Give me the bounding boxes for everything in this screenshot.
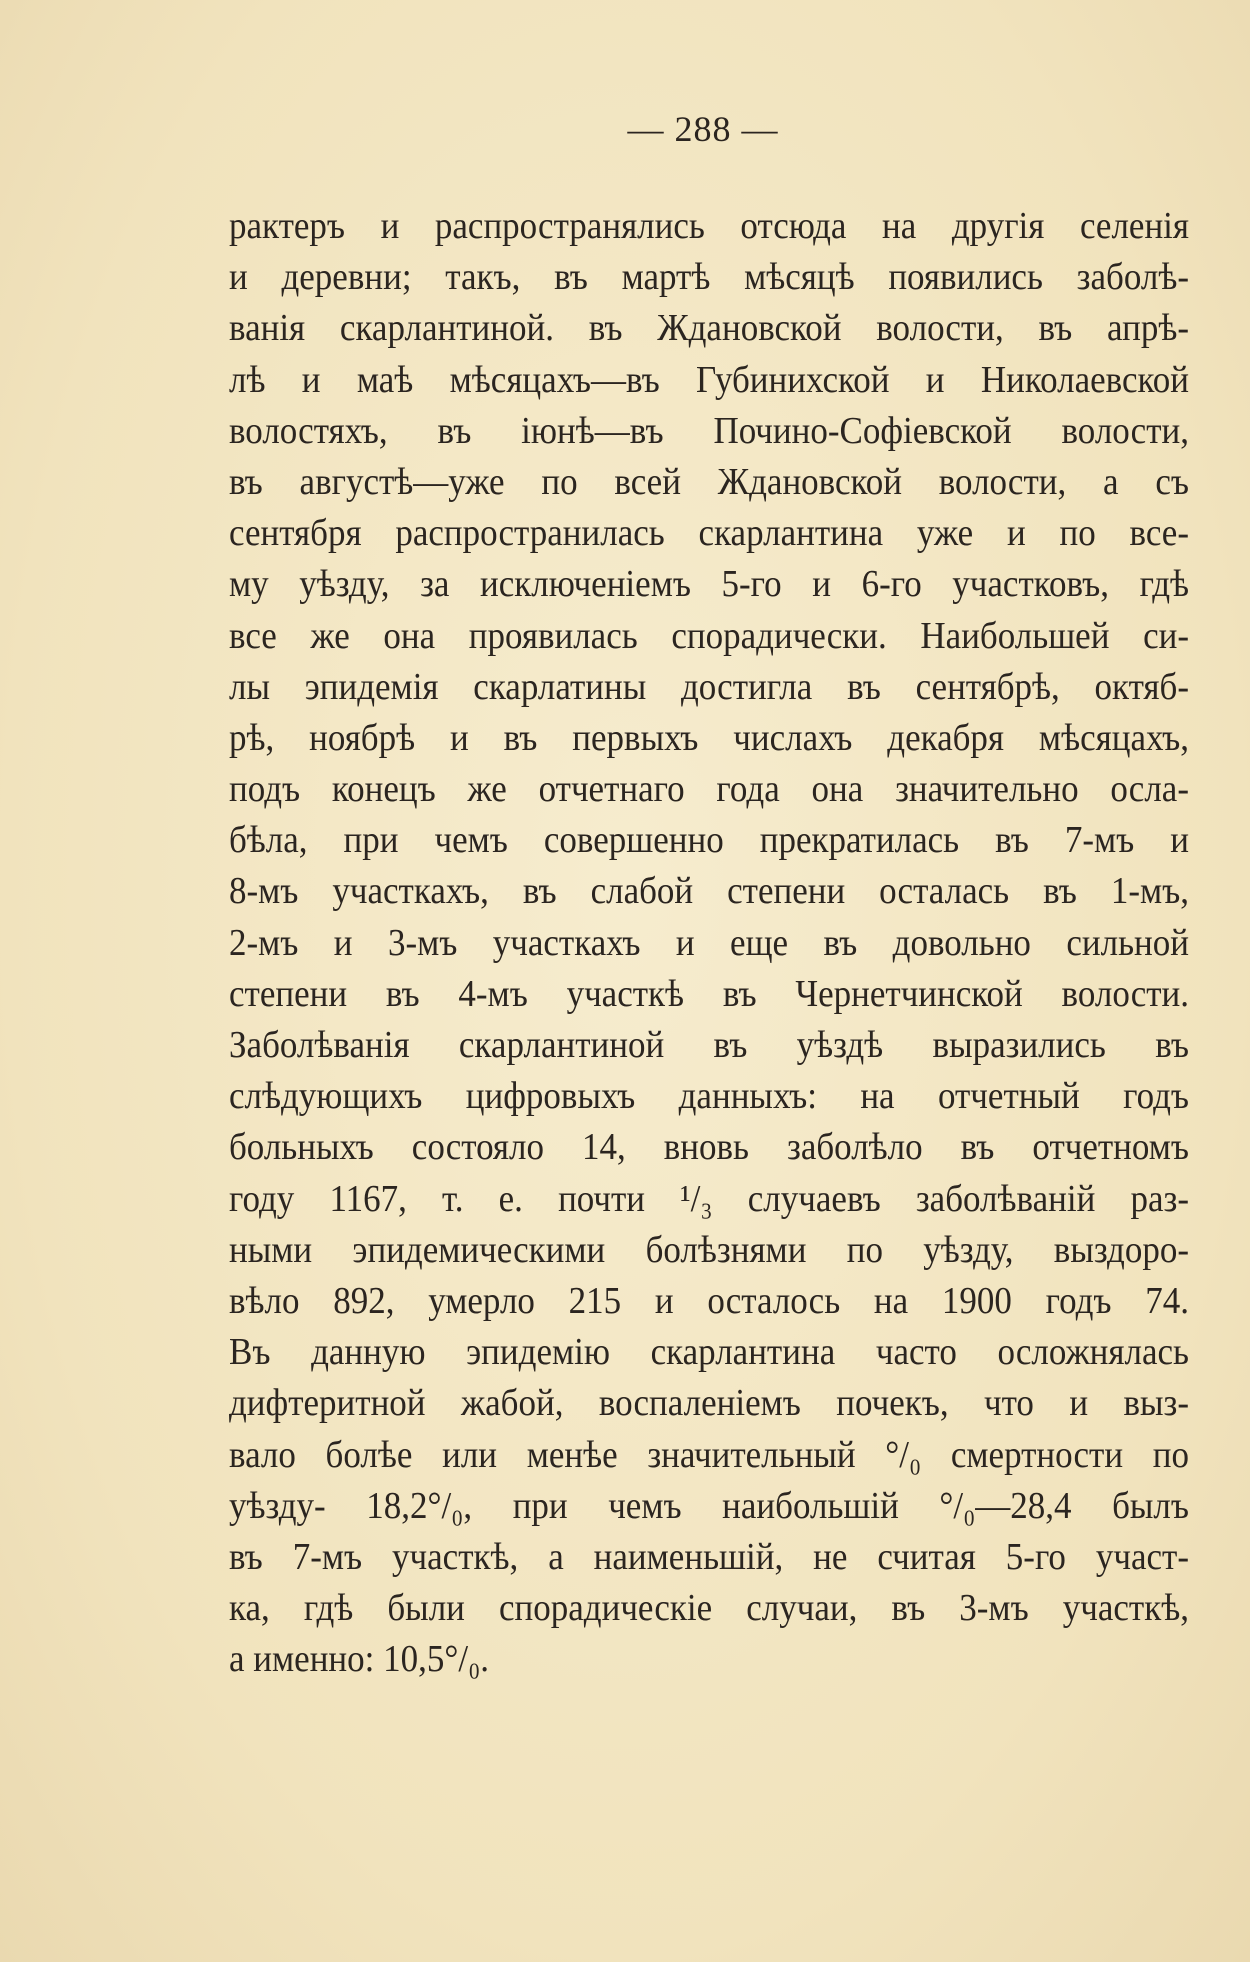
body-text (229, 200, 1189, 1684)
text-line: вало болѣе или менѣе значительный °/₀ смертности по (229, 1432, 1189, 1476)
text-line: Заболѣванія скарлантиной въ уѣздѣ выразились въ (229, 1023, 1189, 1066)
text-line: му уѣзду, за исключеніемъ 5-го и 6-го участковъ, гдѣ (229, 562, 1189, 605)
text-line: степени въ 4-мъ участкѣ въ Чернетчинской волости. (229, 972, 1189, 1015)
text-line: все же она проявилась спорадически. Наибольшей си- (229, 613, 1189, 657)
text-line: больныхъ состояло 14, вновь заболѣло въ отчетномъ (229, 1125, 1189, 1168)
text-line: въ 7-мъ участкѣ, а наименьшій, не считая 5-го участ- (229, 1535, 1189, 1578)
text-line: подъ конецъ же отчетнаго года она значительно осла- (229, 767, 1189, 810)
text-line: сентября распространилась скарлантина уже и по все- (229, 511, 1189, 554)
text-line: ванія скарлантиной. въ Ждановской волости, въ апрѣ- (229, 306, 1189, 349)
text-line: лѣ и маѣ мѣсяцахъ—въ Губинихской и Николаевской (229, 357, 1189, 401)
text-line: рѣ, ноябрѣ и въ первыхъ числахъ декабря мѣсяцахъ, (229, 716, 1189, 759)
text-line: рактеръ и распространялись отсюда на другія селенія (229, 204, 1189, 247)
text-line: и деревни; такъ, въ мартѣ мѣсяцѣ появились заболѣ- (229, 255, 1189, 298)
text-line: 8-мъ участкахъ, въ слабой степени осталась въ 1-мъ, (229, 869, 1189, 912)
text-line: слѣдующихъ цифровыхъ данныхъ: на отчетный годъ (229, 1074, 1189, 1117)
page-number: — 288 — (627, 109, 779, 149)
text-line: уѣзду- 18,2°/₀, при чемъ наибольшій °/₀—28,4 былъ (229, 1484, 1189, 1527)
text-line: Въ данную эпидемію скарлантина часто осложнялась (229, 1330, 1189, 1373)
text-line: ными эпидемическими болѣзнями по уѣзду, выздоро- (229, 1228, 1189, 1271)
text-line: году 1167, т. е. почти ¹/₃ случаевъ заболѣваній раз- (229, 1176, 1189, 1220)
text-line: лы эпидемія скарлатины достигла въ сентябрѣ, октяб- (229, 665, 1189, 708)
text-line: дифтеритной жабой, воспаленіемъ почекъ, что и выз- (229, 1381, 1189, 1424)
text-line: въ августѣ—уже по всей Ждановской волости, а съ (229, 460, 1189, 503)
text-line: а именно: 10,5°/₀. (229, 1637, 490, 1680)
text-line: волостяхъ, въ іюнѣ—въ Почино-Софіевской волости, (229, 409, 1189, 452)
text-line: вѣло 892, умерло 215 и осталось на 1900 годъ 74. (229, 1279, 1189, 1322)
text-line: бѣла, при чемъ совершенно прекратилась въ 7-мъ и (229, 818, 1189, 861)
text-line: ка, гдѣ были спорадическіе случаи, въ 3-мъ участкѣ, (229, 1586, 1189, 1629)
text-line: 2-мъ и 3-мъ участкахъ и еще въ довольно сильной (229, 921, 1189, 964)
